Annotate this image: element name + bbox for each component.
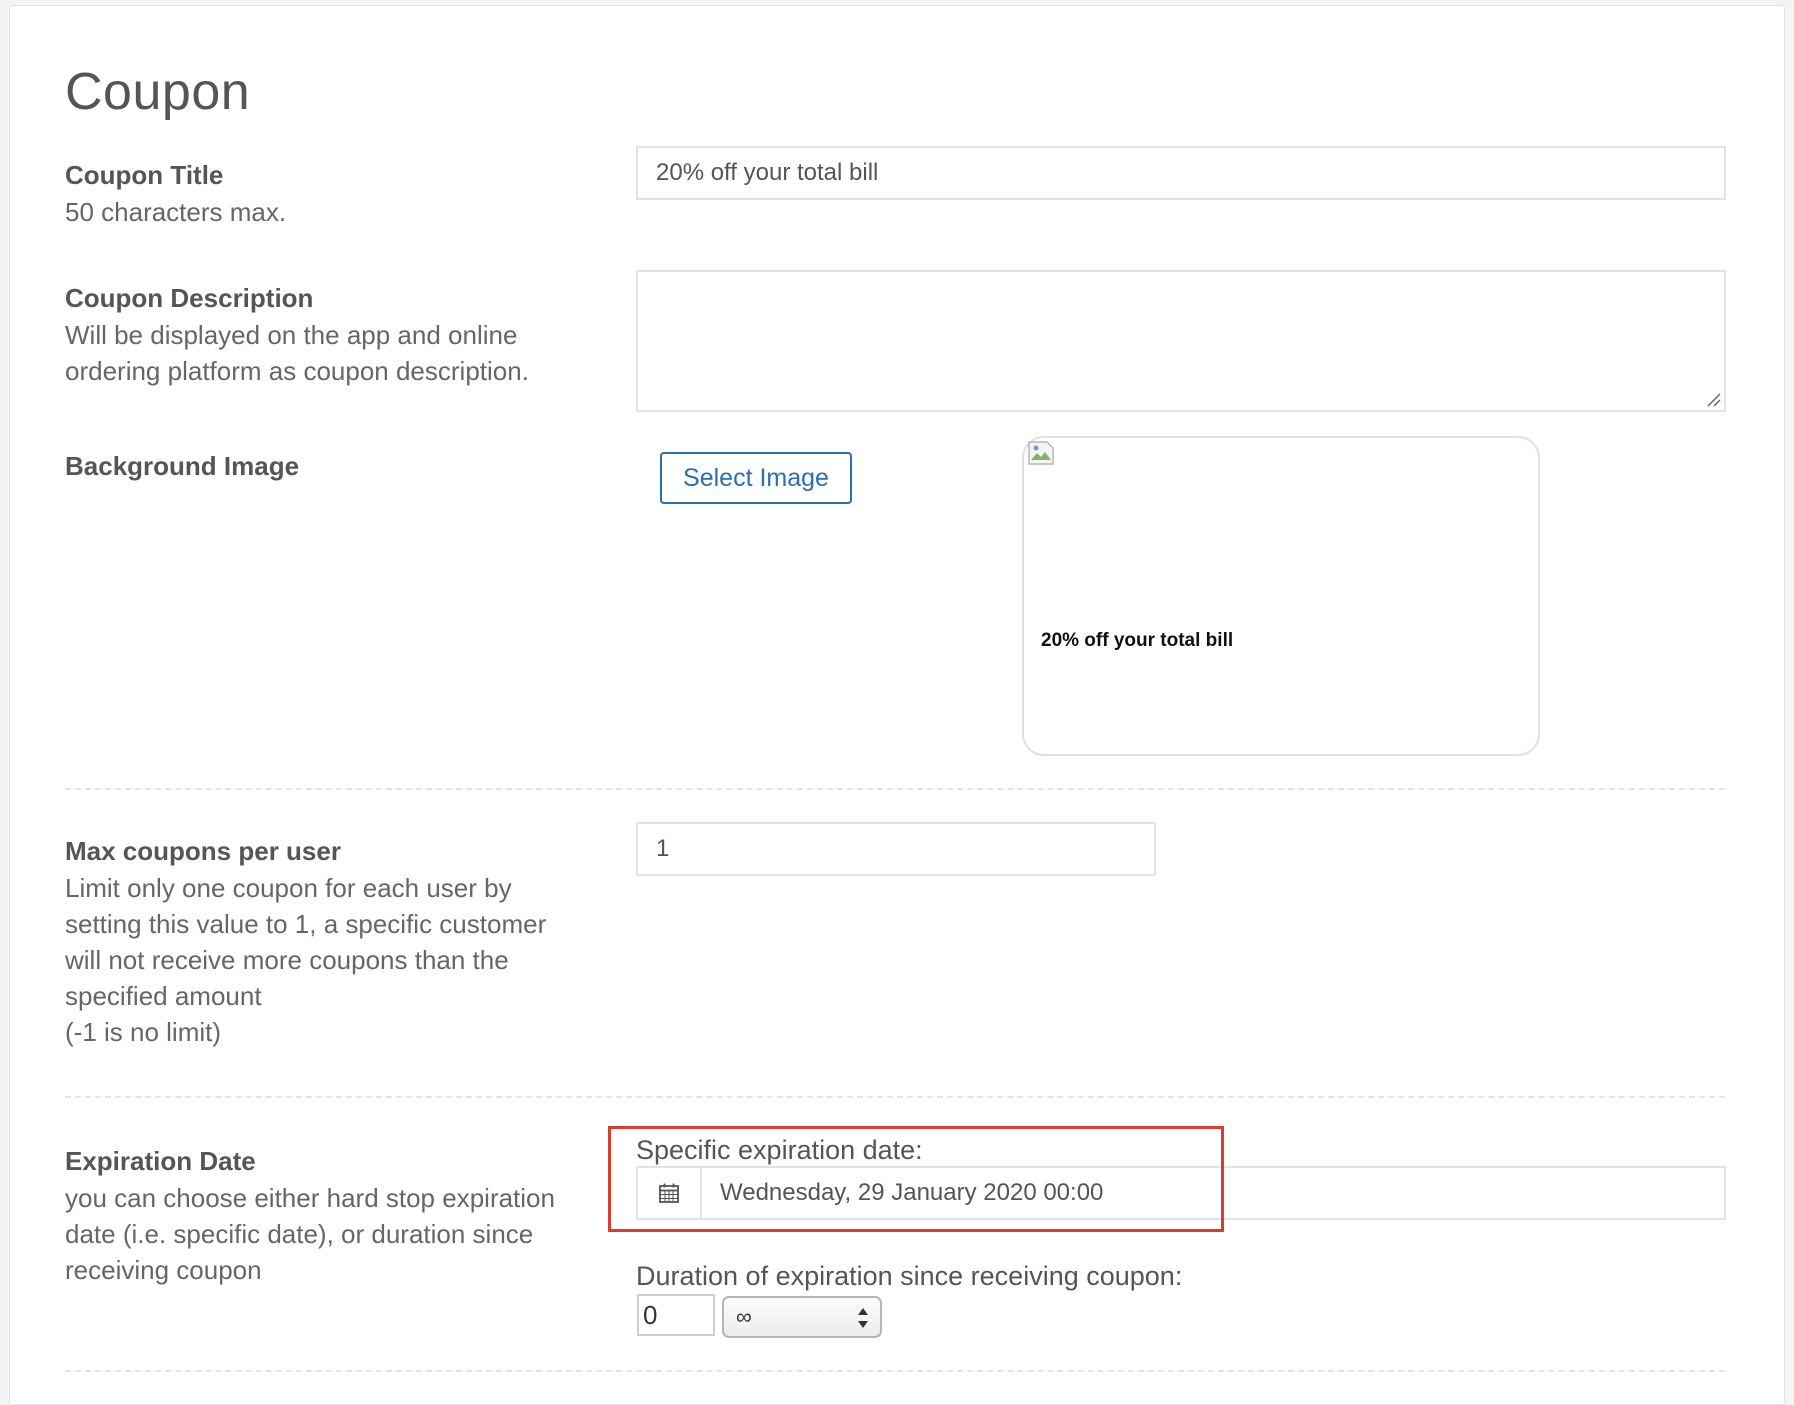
expiration-help-line: you can choose either hard stop expiration [65, 1183, 555, 1213]
coupon-title-help: 50 characters max. [65, 197, 287, 227]
expiration-help-line: receiving coupon [65, 1255, 262, 1285]
coupon-title-input[interactable] [636, 146, 1726, 200]
expiration-date-label: Expiration Date [65, 1146, 256, 1176]
duration-value: 0 [643, 1299, 658, 1330]
section-divider [65, 1370, 1725, 1372]
duration-value-input[interactable] [637, 1294, 715, 1336]
coupon-preview-card [1022, 436, 1540, 756]
coupon-description-help-line1: Will be displayed on the app and online [65, 320, 518, 350]
duration-expiration-label: Duration of expiration since receiving coupon: [636, 1261, 1183, 1291]
max-coupons-help-line: (-1 is no limit) [65, 1017, 222, 1047]
section-title: Coupon [65, 63, 251, 121]
resize-handle-icon[interactable] [1704, 390, 1722, 408]
section-divider [65, 788, 1725, 790]
expiration-help-line: date (i.e. specific date), or duration since [65, 1219, 534, 1249]
background-image-label: Background Image [65, 451, 300, 481]
specific-expiration-label: Specific expiration date: [636, 1135, 923, 1165]
select-arrows-icon [856, 1304, 870, 1332]
max-coupons-help-line: specified amount [65, 981, 262, 1011]
coupon-title-value: 20% off your total bill [656, 159, 879, 186]
coupon-title-label: Coupon Title [65, 160, 224, 190]
specific-expiration-value: Wednesday, 29 January 2020 00:00 [720, 1179, 1104, 1206]
coupon-description-help-line2: ordering platform as coupon description. [65, 356, 529, 386]
max-coupons-value: 1 [656, 835, 670, 862]
coupon-description-textarea[interactable] [636, 270, 1726, 412]
max-coupons-help-line: setting this value to 1, a specific customer [65, 909, 547, 939]
section-divider [65, 1096, 1725, 1098]
max-coupons-label: Max coupons per user [65, 836, 341, 866]
duration-unit-select[interactable] [722, 1296, 882, 1338]
coupon-description-label: Coupon Description [65, 283, 314, 313]
select-image-button[interactable]: Select Image [660, 452, 852, 504]
broken-image-icon [1027, 440, 1055, 466]
duration-unit-selected: ∞ [736, 1304, 752, 1329]
max-coupons-help-line: Limit only one coupon for each user by [65, 873, 512, 903]
max-coupons-input[interactable] [636, 822, 1156, 876]
coupon-preview-title: 20% off your total bill [1041, 630, 1234, 651]
max-coupons-help-line: will not receive more coupons than the [65, 945, 509, 975]
highlight-box [608, 1126, 1224, 1232]
